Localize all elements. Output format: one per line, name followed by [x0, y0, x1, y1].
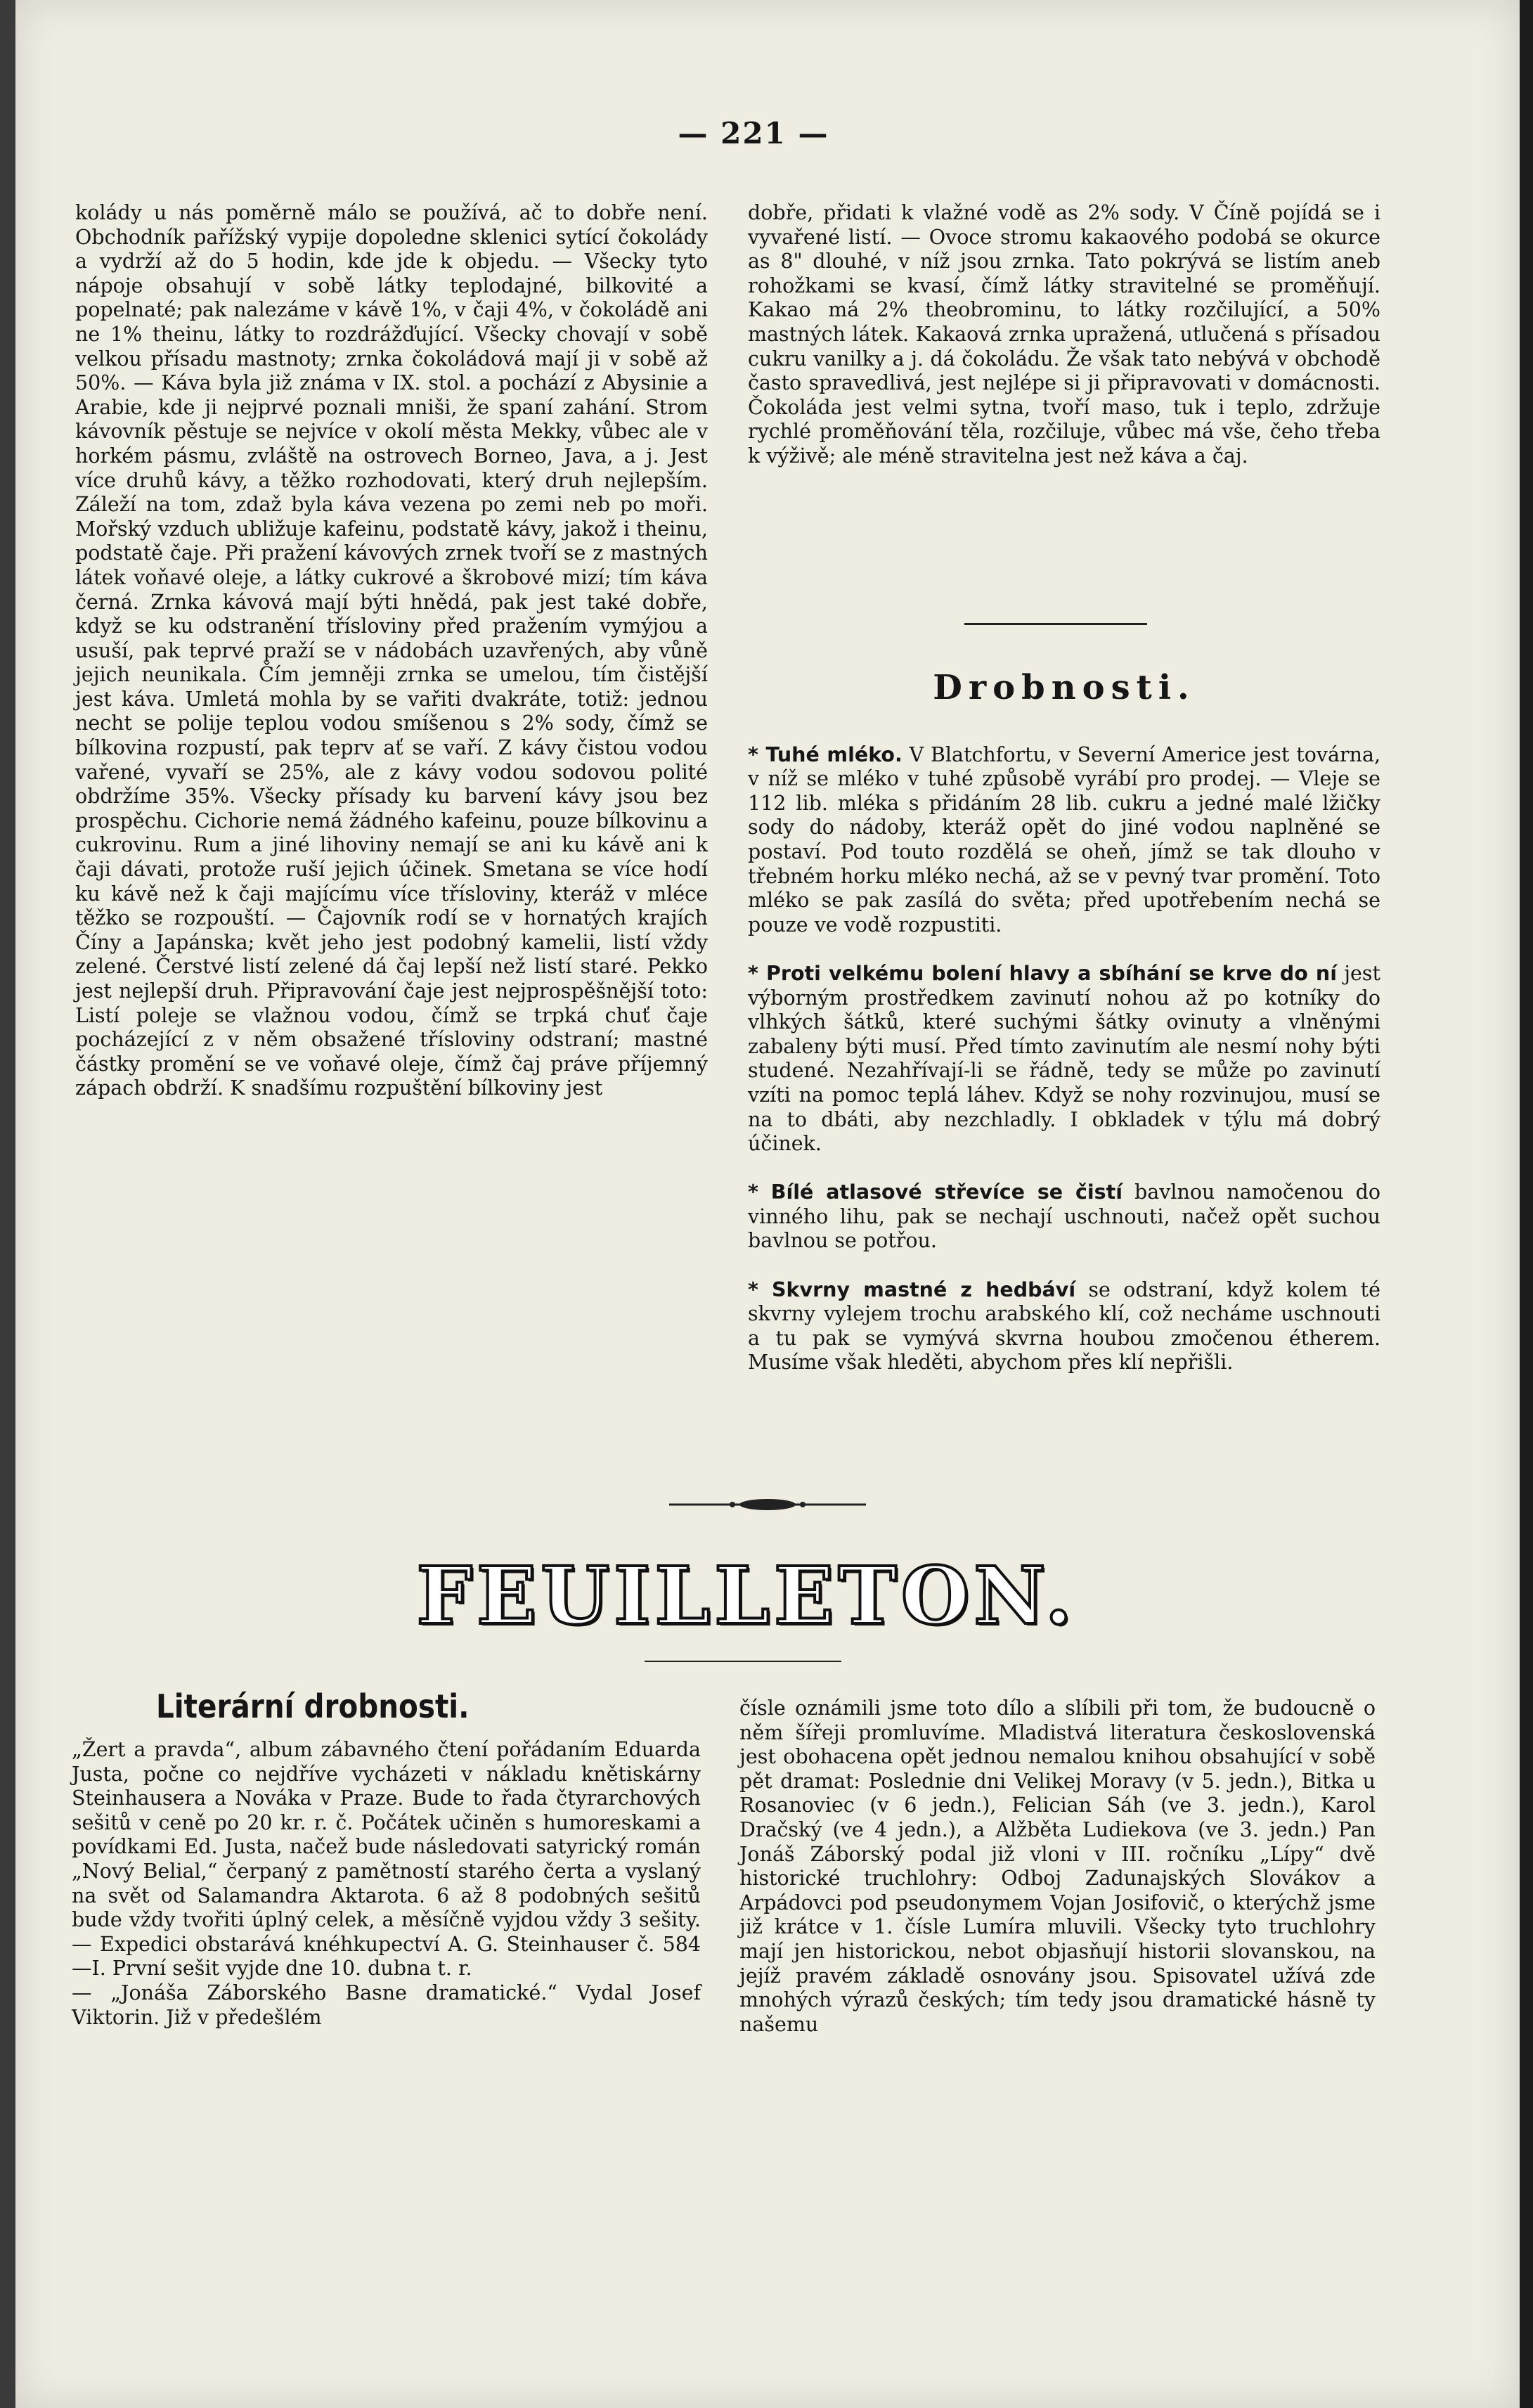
drobnosti-item — [748, 962, 1380, 1157]
section-divider — [964, 623, 1147, 625]
book-spine-edge — [0, 0, 15, 2408]
literarni-left-column: „Žert a pravda“, album zábavného čtení pořádaním Eduarda Justa, počne co nejdříve vycházeti v nákladu knětiskárny Steinhausera a Nováka v Praze. Bude to řada čtyrarchových sešitů v ceně po 20 kr. r. č. Počátek učiněn s humoreskami a povídkami Ed. Justa, načež bude následovati satyrický román „Nový Belial,“ čerpaný z pamětností starého čerta a vyslaný na svět od Salamandra Aktarota. 6 až 8 podobných sešitů bude vždy tvořiti úplný celek, a měsíčně vyjdou vždy 3 sešity. — Expedici obstarává knéhkupectví A. G. Steinhauser č. 584—I. První sešit vyjde dne 10. dubna t. r. — „Jonáša Záborského Basne dramatické.“ Vydal Josef Viktorin. Již v předešlém — [72, 1738, 701, 2029]
page-number: — 221 — — [678, 116, 829, 150]
item-text: V Blatchfortu, v Severní Americe jest továrna, v níž se mléko v tuhé způsobě vyrábí pro prodej. — Vleje se 112 lib. mléka s přidáním 28 lib. cukru a jedné malé lžičky sody do nádoby, kteráž opět do jiné vodou naplněné se postaví. Pod touto rozdělá se oheň, jímž se tak dlouho v třebném horku mléko nechá, až se v pevný tvar promění. Toto mléko se pak zasílá do světa; před upotřebením nechá se pouze ve vodě rozpustiti. — [748, 742, 1381, 936]
drobnosti-item — [748, 743, 1380, 938]
item-heading: * Tuhé mléko. — [748, 742, 903, 766]
newspaper-page — [15, 0, 1520, 2408]
item-text: se odstraní, když kolem té skvrny vylejem trochu arabského klí, což necháme uschnouti a tu pak se vymývá skvrna houbou zmočenou étherem. Musíme však hleděti, abychom přes klí nepřišli. — [748, 1277, 1380, 1374]
article-left-column: kolády u nás poměrně málo se používá, ač to dobře není. Obchodník pařížský vypije dopoledne sklenici sytící čokolády a vydrží až do 5 hodin, kde jde k objedu. — Všecky tyto nápoje obsahují v sobě látky teplodajné, bilkovité a popelnaté; pak nalezáme v kávě 1%, v čaji 4%, v čokoládě ani ne 1% theinu, látky to rozdrážďující. Všecky chovají v sobě velkou přísadu mastnoty; zrnka čokoládová mají ji v sobě až 50%. — Káva byla již známa v IX. stol. a pochází z Abysinie a Arabie, kde ji nejprvé poznali mniši, že spaní zahání. Strom kávovník pěstuje se nejvíce v okolí města Mekky, vůbec ale v horkém pásmu, zvláště na ostrovech Borneo, Java, a j. Jest více druhů kávy, a těžko rozhodovati, který druh nejlepším. Záleží na tom, zdaž byla káva vezena po zemi neb po moři. Mořský vzduch ubližuje kafeinu, podstatě kávy, jakož i theinu, podstatě čaje. Při pražení kávových zrnek tvoří se z mastných látek voňavé oleje, a látky cukrové a škrobové mizí; tím káva černá. Zrnka kávová mají býti hnědá, pak jest také dobře, když se ku odstranění třísloviny před pražením vymýjou a usuší, pak teprvé praží se v nádobách uzavřených, aby vůně jejich neunikala. Čím jemněji zrnka se umelou, tím čistější jest káva. Umletá mohla by se vařiti dvakráte, totiž: jednou necht se polije teplou vodou smíšenou s 2% sody, čímž se bílkovina rozpustí, pak teprv ať se vaří. Z kávy čistou vodou vařené, vyvaří se 25%, ale z kávy vodou sodovou polité obdržíme 35%. Všecky přísady ku barvení kávy jsou bez prospěchu. Cichorie nemá žádného kafeinu, pouze bílkovinu a cukrovinu. Rum a jiné lihoviny nemají se ani ku kávě ani k čaji dávati, protože ruší jejich účinek. Smetana se více hodí ku kávě než k čaji majícímu více třísloviny, kteráž v mléce těžko se rozpouští. — Čajovník rodí se v hornatých krajích Číny a Japánska; květ jeho jest podobný kamelii, listí vždy zelené. Čerstvé listí zelené dá čaj lepší než listí staré. Pekko jest nejlepší druh. Připravování čaje jest nejprospěšnější toto: Listí poleje se vlažnou vodou, čímž se trpká chuť čaje pocházející z v něm obsažené třísloviny odstraní; mastné částky promění se ve voňavé oleje, čímž čaj práve příjemný zápach obdrží. K snadšímu rozpuštění bílkoviny jest — [75, 201, 708, 1100]
article-right-column: dobře, přidati k vlažné vodě as 2% sody. V Číně pojídá se i vyvařené listí. — Ovoce stromu kakaového podobá se okurce as 8" dlouhé, v níž jsou zrnka. Tato pokrývá se listím aneb rohožkami se kvasí, čímž látky stravitelné se proměňují. Kakao má 2% theobrominu, to látky rozčilující, a 50% mastných látek. Kakaová zrnka upražená, utlučená s přísadou cukru vanilky a j. dá čokoládu. Že však tato nebývá v obchodě často spravedlivá, jest nejlépe si ji připravovati v domácnosti. Čokoláda jest velmi sytna, tvoří maso, tuk i teplo, zdržuje rychlé proměňování těla, rozčiluje, vůbec má vše, čeho třeba k výživě; ale méně stravitelna jest než káva a čaj. — [748, 201, 1380, 468]
drobnosti-item — [748, 1278, 1380, 1375]
feuilleton-underline — [645, 1661, 841, 1662]
literarni-right-column: čísle oznámili jsme toto dílo a slíbili při tom, že budoucně o něm šířeji promluvíme. Mladistvá literatura československá jest obohacena opět jednou nemalou knihou obsahující v sobě pět dramat: Poslednie dni Velikej Moravy (v 5. jedn.), Bitka u Rosanoviec (v 6 jedn.), Felician Sáh (ve 3. jedn.), Karol Dračský (ve 4 jedn.), a Alžběta Ludiekova (ve 3. jedn.) Pan Jonáš Záborský podal již vloni v III. ročníku „Lípy“ dvě historické truchlohry: Odboj Zadunajských Slovákov a Arpádovci pod pseudonymem Vojan Josifovič, o kterýchž jsme již krátce v 1. čísle Lumíra mluvili. Všecky tyto truchlohry mají jen historickou, nebot objasňují historii slovanskou, na jejíž pravém základě osnovány jsou. Spisovatel užívá zde mnohých výrazů českých; tím tedy jsou dramatické hásně ty našemu — [739, 1696, 1376, 2036]
feuilleton-heading: FEUILLETON. — [416, 1550, 1077, 1642]
item-text: jest výborným prostředkem zavinutí nohou až po kotníky do vlhkých šátků, které suchými šátky ovinuty a vlněnými zabaleny býti musí. Před tímto zavinutím ale nesmí nohy býti studené. Nezahřívají-li se řádně, tedy se může po zavinutí vzíti na pomoc teplá láhev. Když se nohy rozvinujou, musí se na to dbáti, aby nezchladly. I obkladek v týlu má dobrý účinek. — [748, 961, 1381, 1156]
item-heading: * Proti velkému bolení hlavy a sbíhání se krve do ní — [748, 961, 1337, 985]
item-text: bavlnou namočenou do vinného lihu, pak se nechají uschnouti, načež opět suchou bavlnou se potřou. — [748, 1180, 1380, 1253]
drobnosti-item — [748, 1180, 1380, 1254]
ornament-divider-icon — [662, 1496, 873, 1513]
drobnosti-title: Drobnosti. — [933, 668, 1196, 707]
item-heading: * Bílé atlasové střevíce se čistí — [748, 1180, 1123, 1204]
item-heading: * Skvrny mastné z hedbáví — [748, 1277, 1076, 1301]
drobnosti-body — [748, 719, 1380, 1400]
literarni-title: Literární drobnosti. — [156, 1687, 470, 1725]
